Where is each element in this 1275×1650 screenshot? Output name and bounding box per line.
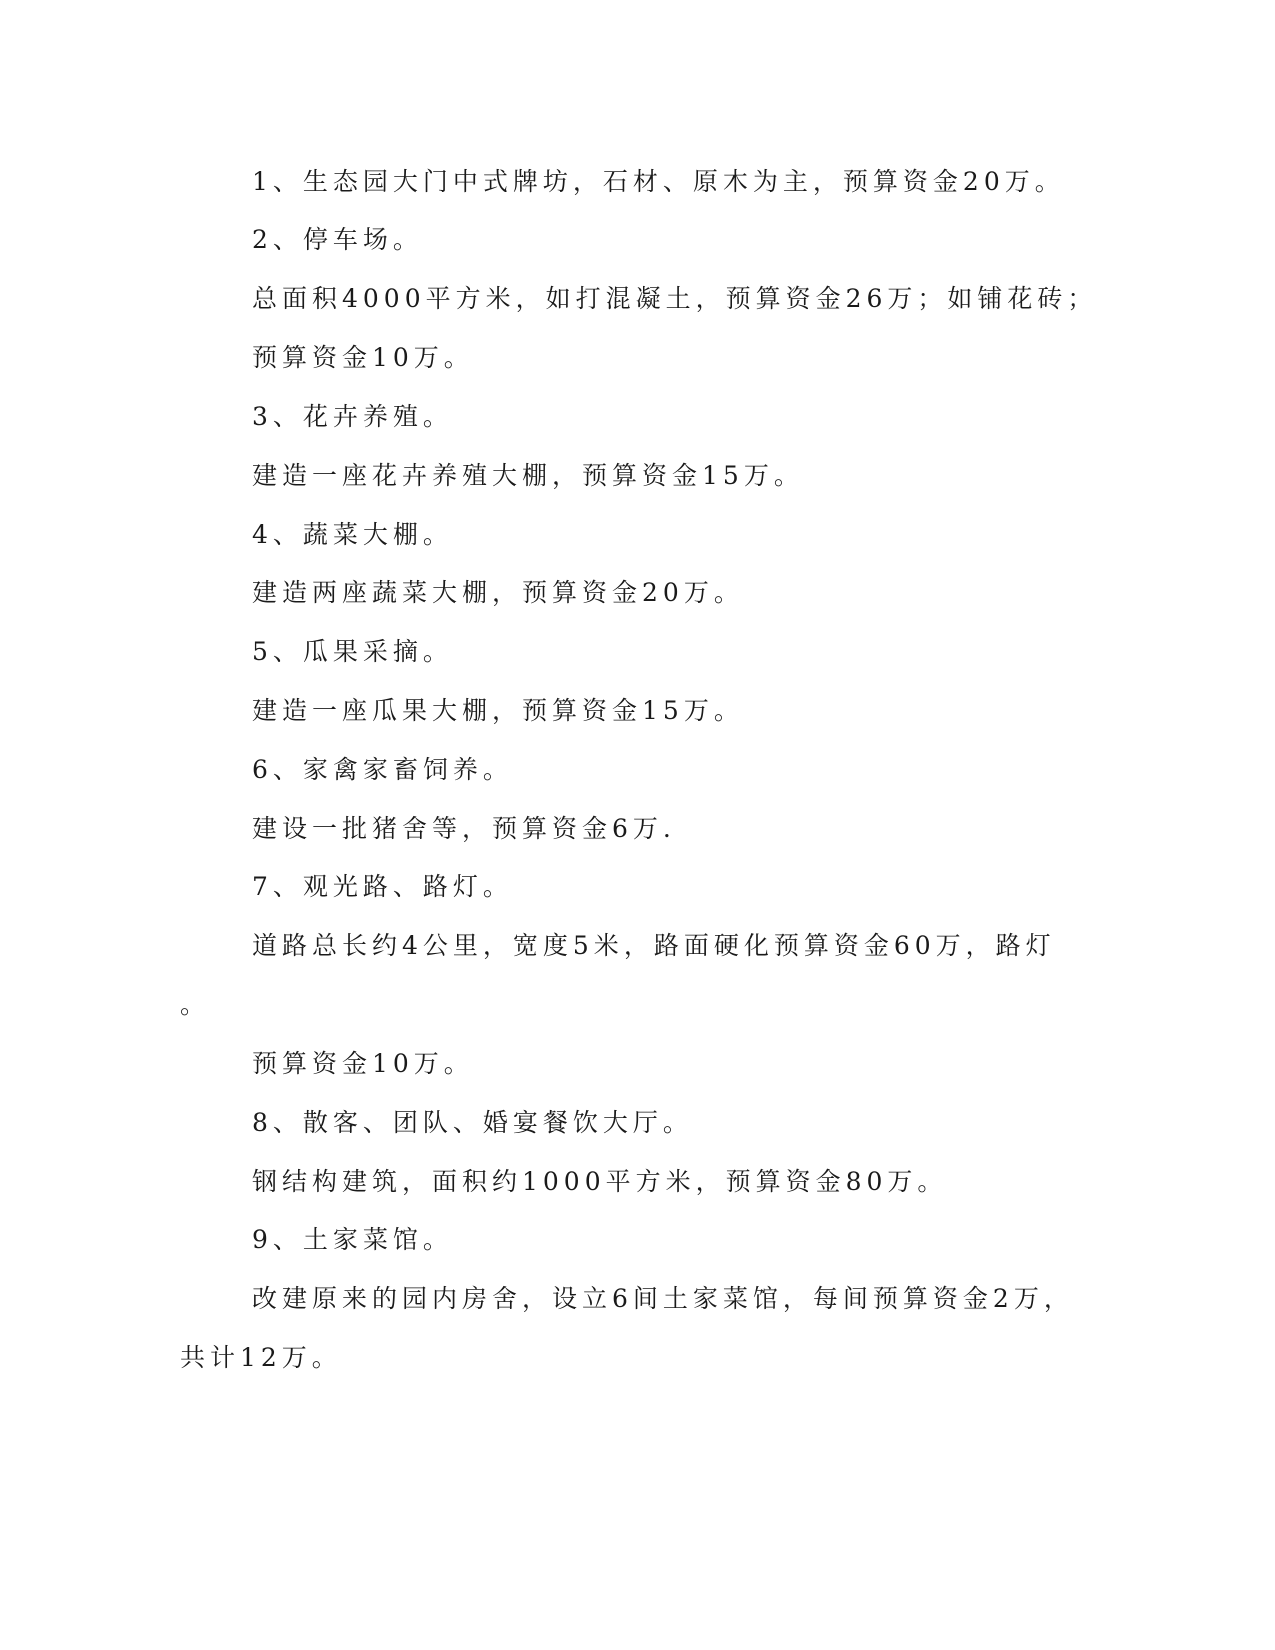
item-8-heading: 8、散客、团队、婚宴餐饮大厅。: [252, 1108, 693, 1137]
item-3-heading: 3、花卉养殖。: [252, 402, 453, 431]
item-1-gateway: 1、生态园大门中式牌坊，石材、原木为主，预算资金20万。: [252, 167, 1065, 196]
item-8-detail: 钢结构建筑，面积约1000平方米，预算资金80万。: [252, 1167, 948, 1196]
item-7-heading: 7、观光路、路灯。: [252, 872, 513, 901]
item-2-detail-cont: 预算资金10万。: [252, 343, 474, 372]
item-4-heading: 4、蔬菜大棚。: [252, 520, 453, 549]
item-7-detail-wrap: 。: [180, 990, 211, 1019]
item-5-heading: 5、瓜果采摘。: [252, 637, 453, 666]
item-2-heading: 2、停车场。: [252, 225, 423, 254]
item-3-detail: 建造一座花卉养殖大棚，预算资金15万。: [252, 461, 804, 490]
item-9-detail: 改建原来的园内房舍，设立6间土家菜馆，每间预算资金2万，: [252, 1284, 1074, 1313]
item-6-heading: 6、家禽家畜饲养。: [252, 755, 513, 784]
item-5-detail: 建造一座瓜果大棚，预算资金15万。: [252, 696, 744, 725]
item-4-detail: 建造两座蔬菜大棚，预算资金20万。: [252, 578, 744, 607]
item-6-detail: 建设一批猪舍等，预算资金6万.: [252, 814, 676, 843]
item-7-detail: 道路总长约4公里，宽度5米，路面硬化预算资金60万，路灯: [252, 931, 1056, 960]
item-2-detail: 总面积4000平方米，如打混凝土，预算资金26万；如铺花砖；: [252, 284, 1098, 313]
item-7-detail-cont: 预算资金10万。: [252, 1049, 474, 1078]
item-9-heading: 9、土家菜馆。: [252, 1225, 453, 1254]
item-9-detail-cont: 共计12万。: [180, 1343, 342, 1372]
